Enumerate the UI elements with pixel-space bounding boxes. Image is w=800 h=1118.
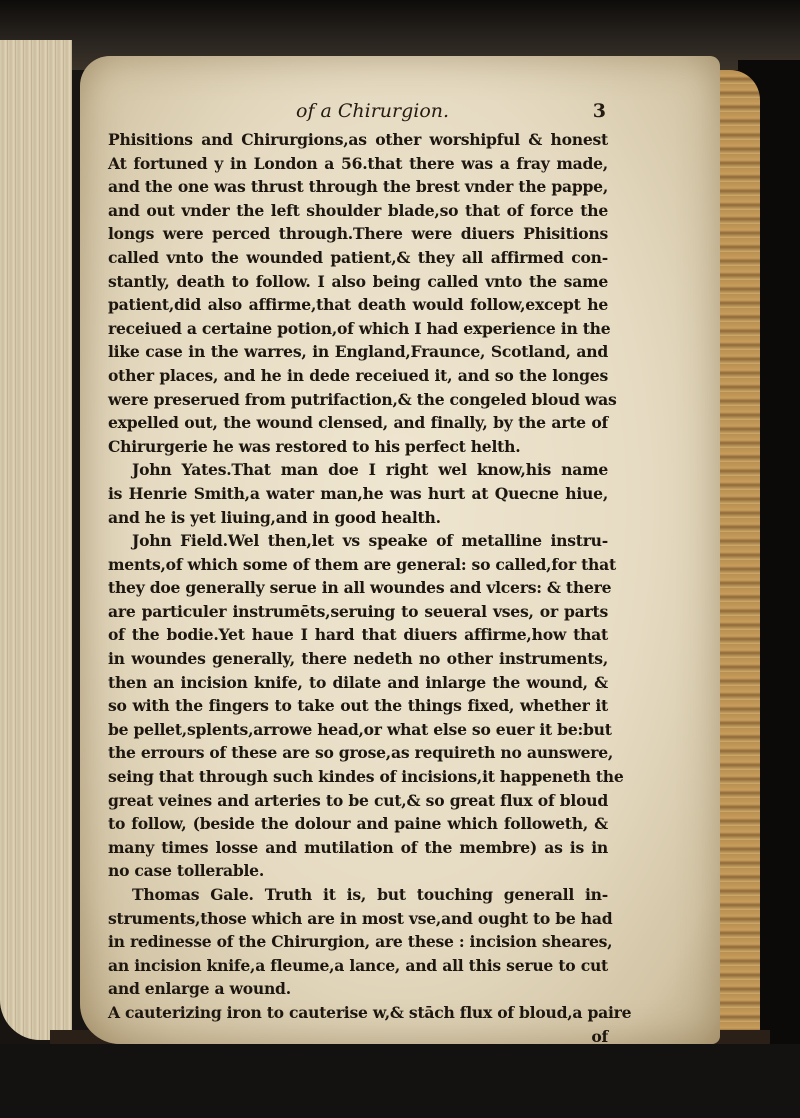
text-line: of [591,1026,608,1046]
text-line: John Yates.That man doe I right wel know,his name [132,460,608,480]
text-line: to follow, (beside the dolour and paine which followeth, & [108,814,608,834]
text-line: and the one was thrust through the brest vnder the pappe, [108,177,608,197]
text-line: Thomas Gale. Truth it is, but touching generall in- [132,885,608,904]
text-line: then an incision knife, to dilate and inlarge the wound, & [108,672,608,692]
text-line: in redinesse of the Chirurgion, are these : incision sheares, [108,932,613,952]
facing-page-edge [0,40,72,1040]
text-line: seing that through such kindes of incisions,it happeneth the [108,767,624,787]
page-number: 3 [592,100,606,122]
text-line: At fortuned y in London a 56.that there was a fray made, [108,153,608,173]
text-line: other places, and he in dede receiued it, and so the longes [108,365,608,385]
text-line: Chirurgerie he was restored to his perfect helth. [108,436,521,456]
text-line: so with the fingers to take out the things fixed, whether it [108,696,608,716]
text-line: and he is yet liuing,and in good health. [108,507,441,527]
text-line: ments,of which some of them are general: so called,for that [108,554,616,574]
text-line: is Henrie Smith,a water man,he was hurt at Quecne hiue, [108,483,608,503]
text-line: no case tollerable. [108,861,265,881]
text-line: be pellet,splents,arrowe head,or what else so euer it be:but [108,719,612,739]
text-line: stantly, death to follow. I also being called vnto the same [108,271,608,291]
text-line: struments,those which are in most vse,and ought to be had [108,908,613,928]
scan-background-bottom [0,1044,800,1118]
text-line: and out vnder the left shoulder blade,so that of force the [108,200,608,220]
text-line: called vnto the wounded patient,& they all affirmed con- [108,247,608,267]
text-line: they doe generally serue in all woundes and vlcers: & there [108,578,612,598]
text-line: great veines and arteries to be cut,& so great flux of bloud [108,790,608,810]
text-line: are particuler instrumēts,seruing to seueral vses, or parts [108,601,608,621]
text-line: of the bodie.Yet haue I hard that diuers affirme,how that [108,625,608,645]
page-body-text [108,128,632,1046]
text-line: and enlarge a wound. [108,979,291,999]
text-line: Phisitions and Chirurgions,as other worshipful & honest [108,130,608,149]
text-line: like case in the warres, in England,Fraunce, Scotland, and [108,342,608,362]
text-line: receiued a certaine potion,of which I had experience in the [108,318,611,338]
text-line: many times losse and mutilation of the membre) as is in [108,837,608,857]
text-line: were preserued from putrifaction,& the congeled bloud was [108,389,617,409]
text-line: patient,did also affirme,that death would follow,except he [108,295,608,315]
text-line: in woundes generally, there nedeth no other instruments, [108,649,608,669]
text-line: the errours of these are so grose,as requireth no aunswere, [108,743,614,763]
text-line: A cauterizing iron to cauterise w,& stāch flux of bloud,a paire [108,1002,632,1022]
running-head: of a Chirurgion. [296,100,450,122]
text-line: John Field.Wel then,let vs speake of metalline instru- [132,531,608,551]
text-line: longs were perced through.There were diuers Phisitions [108,224,608,244]
text-line: expelled out, the wound clensed, and finally, by the arte of [108,413,608,433]
text-line: an incision knife,a fleume,a lance, and all this serue to cut [108,955,608,975]
